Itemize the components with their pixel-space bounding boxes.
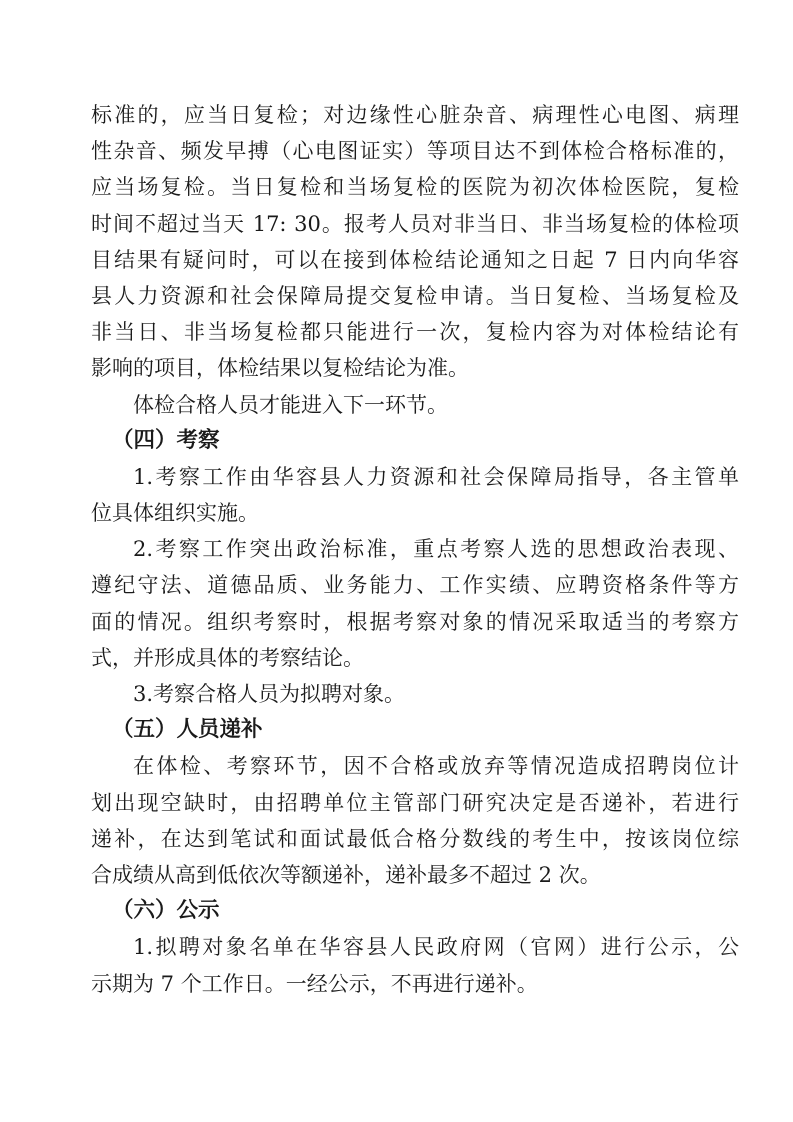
- text-line: [91, 748, 739, 784]
- line-text: 县人力资源和社会保障局提交复检申请。当日复检、当场复检及: [91, 283, 739, 308]
- text-line: [91, 459, 739, 495]
- text-line: [91, 314, 739, 350]
- line-text: 位具体组织实施。: [91, 501, 259, 526]
- line-text: 影响的项目，体检结果以复检结论为准。: [91, 356, 469, 381]
- text-line: [91, 133, 739, 169]
- text-line: [91, 893, 739, 929]
- line-text: 划出现空缺时，由招聘单位主管部门研究决定是否递补，若进行: [91, 790, 739, 815]
- text-line: [91, 206, 739, 242]
- text-line: [91, 495, 739, 531]
- line-text: （四）考察: [112, 427, 220, 453]
- text-line: [91, 604, 739, 640]
- text-line: [91, 966, 739, 1002]
- text-line: [91, 423, 739, 459]
- text-line: [91, 821, 739, 857]
- line-text: 性杂音、频发早搏（心电图证实）等项目达不到体检合格标准的，: [91, 139, 739, 164]
- line-text: （六）公示: [112, 898, 220, 924]
- text-line: [91, 387, 739, 423]
- text-line: [91, 640, 739, 676]
- line-text: 体检合格人员才能进入下一环节。: [133, 392, 448, 417]
- line-text: 标准的，应当日复检；对边缘性心脏杂音、病理性心电图、病理: [91, 103, 739, 127]
- line-text: 示期为 7 个工作日。一经公示，不再进行递补。: [91, 971, 538, 996]
- line-text: 3.考察合格人员为拟聘对象。: [133, 682, 406, 706]
- line-text: 时间不超过当天 17: 30。报考人员对非当日、非当场复检的体检项: [91, 211, 739, 236]
- text-line: [91, 676, 739, 712]
- text-line: [91, 97, 739, 133]
- text-line: [91, 169, 739, 205]
- text-line: [91, 278, 739, 314]
- text-line: [91, 531, 739, 567]
- text-line: [91, 350, 739, 386]
- line-text: 目结果有疑问时，可以在接到体检结论通知之日起 7 日内向华容: [91, 247, 739, 272]
- line-text: 递补，在达到笔试和面试最低合格分数线的考生中，按该岗位综: [91, 826, 739, 851]
- line-text: 1.拟聘对象名单在华容县人民政府网（官网）进行公示，公: [133, 935, 739, 960]
- text-line: [91, 785, 739, 821]
- line-text: 1.考察工作由华容县人力资源和社会保障局指导，各主管单: [133, 464, 739, 489]
- line-text: 应当场复检。当日复检和当场复检的医院为初次体检医院，复检: [91, 175, 739, 200]
- line-text: 面的情况。组织考察时，根据考察对象的情况采取适当的考察方: [91, 609, 739, 634]
- line-text: （五）人员递补: [112, 717, 263, 743]
- line-text: 式，并形成具体的考察结论。: [91, 645, 364, 670]
- text-line: [91, 929, 739, 965]
- text-line: [91, 242, 739, 278]
- line-text: 合成绩从高到低依次等额递补，递补最多不超过 2 次。: [91, 862, 601, 887]
- line-text: 非当日、非当场复检都只能进行一次，复检内容为对体检结论有: [91, 320, 739, 345]
- line-text: 2.考察工作突出政治标准，重点考察人选的思想政治表现、: [133, 537, 739, 562]
- text-line: [91, 567, 739, 603]
- line-text: 在体检、考察环节，因不合格或放弃等情况造成招聘岗位计: [133, 754, 739, 779]
- document-content: [91, 97, 739, 1002]
- text-line: [91, 857, 739, 893]
- text-line: [91, 712, 739, 748]
- line-text: 遵纪守法、道德品质、业务能力、工作实绩、应聘资格条件等方: [91, 573, 739, 598]
